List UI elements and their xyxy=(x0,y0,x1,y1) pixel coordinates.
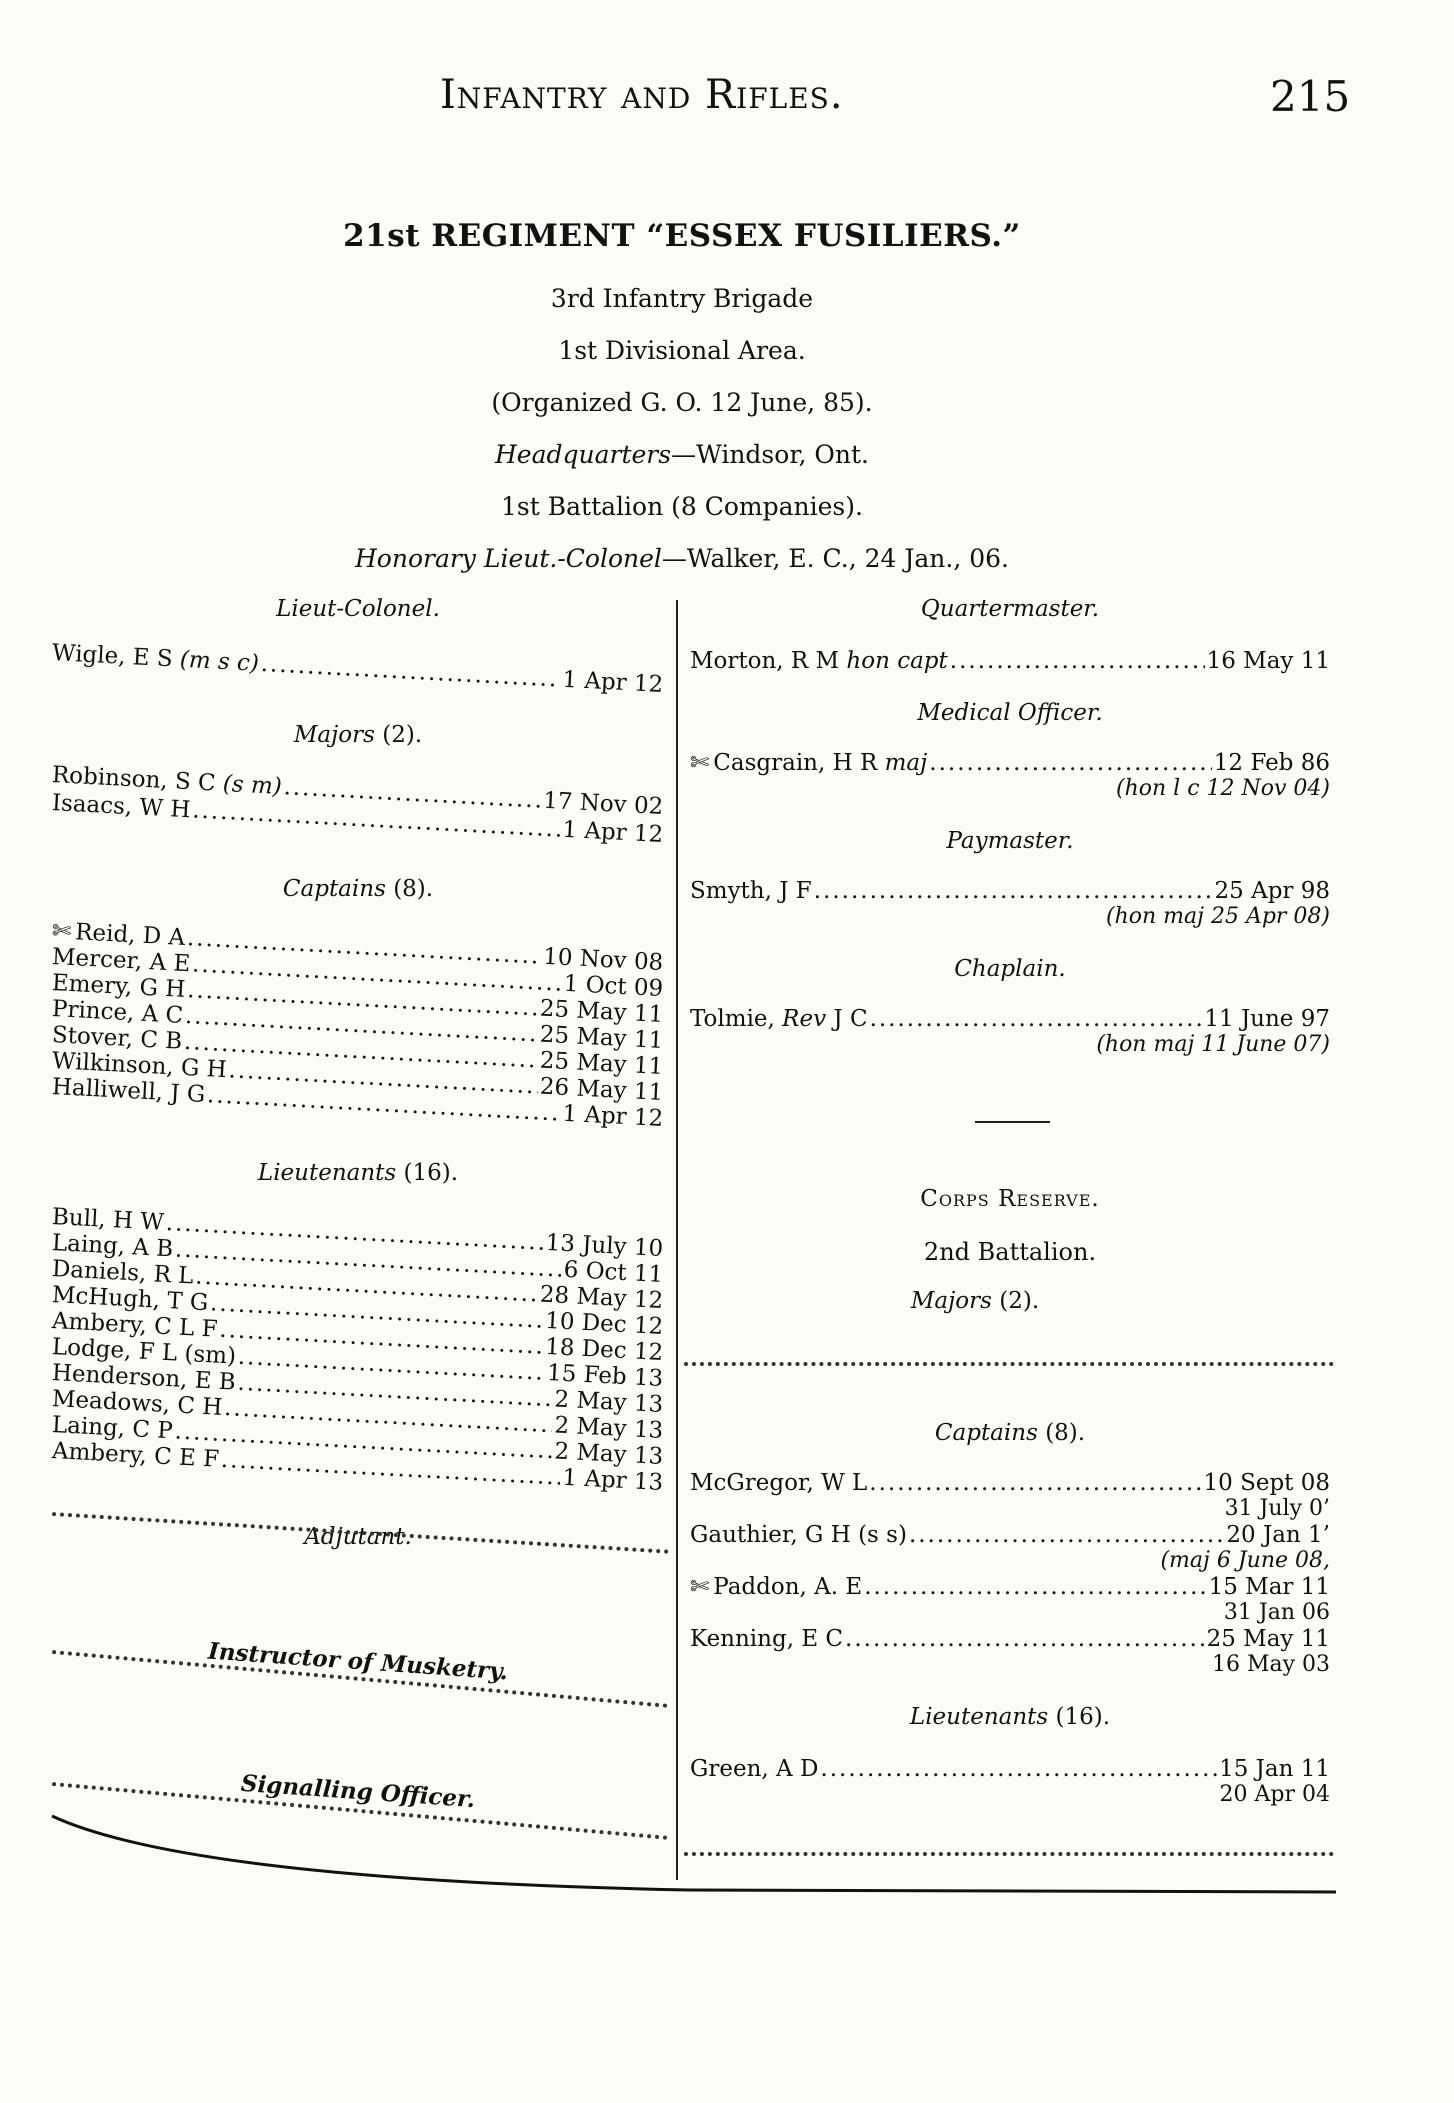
officer-name: Mercer, A E xyxy=(51,944,191,978)
officer-rank: hon capt xyxy=(846,648,948,674)
officer-entry xyxy=(690,750,1330,776)
officer-date: 10 Sept 08 xyxy=(1203,1470,1330,1496)
scissors-icon: ✄ xyxy=(690,750,710,776)
officer-name: McGregor, W L xyxy=(690,1470,868,1496)
officer-name: Laing, A B xyxy=(51,1230,174,1263)
officer-rank: maj xyxy=(884,750,928,776)
officer-name: Gauthier, G H (s s) xyxy=(690,1522,907,1548)
lieutenants-label: Lieutenants xyxy=(909,1704,1049,1730)
lieutenants-count: (16). xyxy=(403,1160,459,1186)
officer-date-secondary: (maj 6 June 08, xyxy=(1160,1548,1330,1573)
officer-name: Laing, C P xyxy=(51,1412,174,1445)
officer-name: Casgrain, H R xyxy=(713,750,878,776)
headquarters-value: —Windsor, Ont. xyxy=(671,440,870,469)
officer-name: Emery, G H xyxy=(51,970,187,1003)
officer-initials: J C xyxy=(833,1006,868,1032)
reserve-lieutenants-list xyxy=(690,1756,1330,1808)
officer-date: 18 Dec 12 xyxy=(544,1333,664,1367)
officer-name: Green, A D xyxy=(690,1756,819,1782)
honorary-note: (hon maj 25 Apr 08) xyxy=(1106,904,1330,929)
officer-name: McHugh, T G xyxy=(51,1282,209,1317)
officer-date: 1 Apr 12 xyxy=(561,816,664,849)
officer-date: 15 Mar 11 xyxy=(1208,1574,1330,1600)
officer-name: Ambery, C L F xyxy=(51,1308,219,1343)
officer-name: Wilkinson, G H xyxy=(51,1048,228,1084)
officer-entry xyxy=(690,648,1330,674)
officer-date: 15 Jan 11 xyxy=(1219,1756,1330,1782)
officer-date-secondary: 16 May 03 xyxy=(1211,1652,1330,1677)
adjutant-heading: Adjutant. xyxy=(304,1524,412,1550)
bottom-rule xyxy=(50,1800,1340,1900)
officer-name: Bull, H W xyxy=(51,1204,165,1236)
officer-date: 25 May 11 xyxy=(539,1047,664,1081)
officer-date: 13 July 10 xyxy=(545,1229,664,1263)
headquarters-line xyxy=(0,440,1364,469)
quartermaster-heading: Quartermaster. xyxy=(920,596,1100,622)
officer-entry xyxy=(690,1626,1330,1652)
officer-entry xyxy=(690,1470,1330,1496)
officer-date: 12 Feb 86 xyxy=(1213,750,1330,776)
captains-count: (8). xyxy=(393,876,434,902)
officer-entry xyxy=(690,1574,1330,1600)
lieutenants-list xyxy=(51,1204,664,1497)
officer-date: 25 May 11 xyxy=(1206,1626,1330,1652)
officer-name: Wigle, E S xyxy=(51,640,174,673)
officer-name: Ambery, C E F xyxy=(51,1438,220,1473)
officer-date: 25 Apr 98 xyxy=(1214,878,1330,904)
battalion-line: 1st Battalion (8 Companies). xyxy=(501,492,863,521)
captains-count: (8). xyxy=(1045,1420,1086,1446)
officer-name: Halliwell, J G xyxy=(51,1074,206,1109)
section-rule xyxy=(975,1121,1050,1123)
majors-count: (2). xyxy=(382,722,423,748)
brigade-line: 3rd Infantry Brigade xyxy=(550,284,814,313)
officer-date: 10 Dec 12 xyxy=(544,1307,664,1341)
officer-date-secondary: 31 July 0’ xyxy=(1224,1496,1330,1521)
chaplain-heading: Chaplain. xyxy=(954,956,1066,982)
divisional-area-line: 1st Divisional Area. xyxy=(558,336,806,365)
majors-heading xyxy=(52,722,664,748)
lieutenants-blank-line xyxy=(684,1852,1334,1858)
officer-date: 1 Apr 13 xyxy=(561,1464,664,1497)
corps-reserve-heading: Corps Reserve. xyxy=(920,1186,1100,1212)
officer-date: 26 May 11 xyxy=(539,1073,664,1107)
officer-entry xyxy=(690,1522,1330,1548)
musketry-heading: Instructor of Musketry. xyxy=(207,1637,509,1686)
officer-date: 1 Apr 12 xyxy=(561,1100,664,1133)
running-head-word2: and xyxy=(621,72,692,118)
officer-name: Morton, R M xyxy=(690,648,840,674)
majors-label: Majors xyxy=(293,722,375,748)
captains-label: Captains xyxy=(934,1420,1038,1446)
officer-date-secondary: 20 Apr 04 xyxy=(1219,1782,1330,1807)
officer-name: Kenning, E C xyxy=(690,1626,844,1652)
officer-name: Daniels, R L xyxy=(51,1256,195,1290)
officer-date: 2 May 13 xyxy=(553,1386,664,1419)
majors-label: Majors xyxy=(910,1288,992,1314)
honorary-label: Honorary Lieut.-Colonel xyxy=(354,544,662,573)
reserve-lieutenants-heading xyxy=(690,1704,1330,1730)
running-head-word3: Rifles. xyxy=(705,72,844,118)
organized-line: (Organized G. O. 12 June, 85). xyxy=(491,388,873,417)
officer-date: 17 Nov 02 xyxy=(542,787,664,821)
paymaster-heading: Paymaster. xyxy=(946,828,1074,854)
officer-entry xyxy=(51,640,664,698)
page-number: 215 xyxy=(1270,72,1351,121)
officer-name: Henderson, E B xyxy=(51,1360,237,1396)
officer-date: 2 May 13 xyxy=(553,1438,664,1471)
captains-list xyxy=(51,918,664,1133)
lieut-colonel-heading: Lieut-Colonel. xyxy=(276,596,440,622)
majors-blank-line xyxy=(684,1362,1334,1368)
officer-date: 1 Oct 09 xyxy=(563,970,664,1003)
officer-entry xyxy=(690,1006,1330,1032)
officer-date: 25 May 11 xyxy=(539,995,664,1029)
officer-name: Stover, C B xyxy=(51,1022,183,1055)
officer-entry xyxy=(690,1756,1330,1782)
officer-date: 28 May 12 xyxy=(539,1281,664,1315)
majors-count: (2). xyxy=(999,1288,1040,1314)
lieutenants-label: Lieutenants xyxy=(257,1160,397,1186)
officer-date: 11 June 97 xyxy=(1204,1006,1330,1032)
signalling-heading: Signalling Officer. xyxy=(240,1769,476,1814)
officer-name: Isaacs, W H xyxy=(51,790,192,824)
honorary-value: —Walker, E. C., 24 Jan., 06. xyxy=(661,544,1009,573)
officer-name: Smyth, J F xyxy=(690,878,812,904)
officer-note: (m s c) xyxy=(179,646,260,677)
officer-date: 15 Feb 13 xyxy=(546,1359,664,1393)
lieutenants-count: (16). xyxy=(1055,1704,1111,1730)
officer-entry xyxy=(690,878,1330,904)
officer-date: 1 Apr 12 xyxy=(561,666,664,699)
captains-heading xyxy=(52,876,664,902)
medical-heading: Medical Officer. xyxy=(917,700,1103,726)
officer-date: 16 May 11 xyxy=(1206,648,1330,674)
officer-date-secondary: 31 Jan 06 xyxy=(1223,1600,1330,1625)
officer-name: Reid, D A xyxy=(74,919,186,951)
lieutenants-heading xyxy=(52,1160,664,1186)
running-head xyxy=(440,72,844,118)
officer-name: Robinson, S C xyxy=(51,762,217,797)
officer-rank: Rev xyxy=(782,1006,827,1032)
officer-name: Meadows, C H xyxy=(51,1386,223,1421)
honorary-note: (hon maj 11 June 07) xyxy=(1096,1032,1330,1057)
officer-name: Lodge, F L (sm) xyxy=(51,1334,237,1370)
running-head-word1: Infantry xyxy=(440,72,608,118)
officer-name: Paddon, A. E xyxy=(713,1574,863,1600)
reserve-captains-heading xyxy=(690,1420,1330,1446)
captains-label: Captains xyxy=(282,876,386,902)
officer-date: 25 May 11 xyxy=(539,1021,664,1055)
officer-date: 2 May 13 xyxy=(553,1412,664,1445)
officer-note: (s m) xyxy=(222,770,283,801)
scissors-icon: ✄ xyxy=(51,918,72,945)
officer-date: 20 Jan 1’ xyxy=(1226,1522,1330,1548)
regiment-title: 21st REGIMENT “ESSEX FUSILIERS.” xyxy=(343,218,1021,254)
officer-date: 10 Nov 08 xyxy=(542,943,664,977)
honorary-note: (hon l c 12 Nov 04) xyxy=(1116,776,1330,801)
column-divider xyxy=(676,600,678,1880)
officer-name: Tolmie, xyxy=(690,1006,775,1032)
scissors-icon: ✄ xyxy=(690,1574,710,1600)
reserve-captains-list xyxy=(690,1470,1330,1678)
reserve-majors-heading xyxy=(690,1288,1260,1314)
officer-name: Prince, A C xyxy=(51,996,184,1029)
second-battalion-heading: 2nd Battalion. xyxy=(923,1238,1097,1266)
headquarters-label: Headquarters xyxy=(494,440,672,469)
honorary-colonel-line xyxy=(0,544,1364,573)
majors-list xyxy=(51,762,664,849)
officer-date: 6 Oct 11 xyxy=(563,1256,664,1289)
